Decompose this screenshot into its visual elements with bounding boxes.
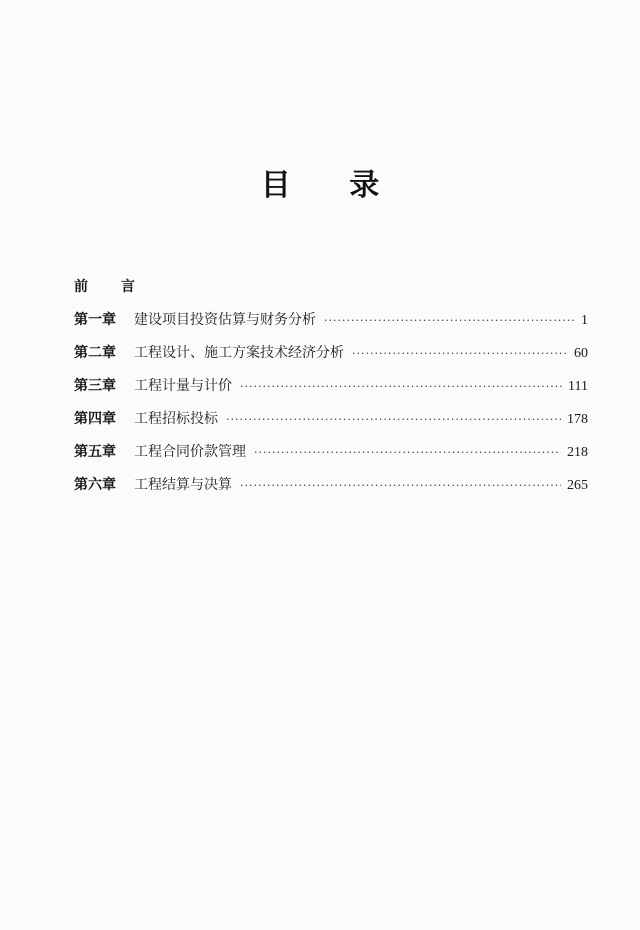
table-of-contents: [74, 276, 588, 507]
chapter-title: 建设项目投资估算与财务分析: [134, 312, 316, 328]
page-number: 111: [568, 379, 588, 394]
chapter-number: 第二章: [74, 345, 116, 361]
toc-row-chapter-1: [74, 309, 588, 342]
chapter-number: 第五章: [74, 444, 116, 460]
toc-row-chapter-3: [74, 375, 588, 408]
chapter-title: 工程计量与计价: [134, 378, 232, 394]
page-number: 178: [567, 412, 588, 427]
dot-leader: [352, 347, 568, 360]
dot-leader: [240, 380, 562, 393]
toc-preface-row: [74, 276, 588, 309]
chapter-number: 第三章: [74, 378, 116, 394]
chapter-title: 工程设计、施工方案技术经济分析: [134, 345, 344, 361]
chapter-number: 第四章: [74, 411, 116, 427]
chapter-title: 工程结算与决算: [134, 477, 232, 493]
page-title: 目 录: [260, 168, 404, 203]
toc-row-chapter-4: [74, 408, 588, 441]
page-number: 1: [581, 313, 588, 328]
chapter-number: 第一章: [74, 312, 116, 328]
chapter-title: 工程招标投标: [134, 411, 218, 427]
toc-row-chapter-5: [74, 441, 588, 474]
page-number: 218: [567, 445, 588, 460]
preface-heading: 前 言: [74, 279, 149, 295]
page-number: 60: [574, 346, 588, 361]
page-number: 265: [567, 478, 588, 493]
chapter-number: 第六章: [74, 477, 116, 493]
dot-leader: [324, 314, 575, 327]
dot-leader: [240, 479, 561, 492]
dot-leader: [254, 446, 561, 459]
toc-row-chapter-6: [74, 474, 588, 507]
chapter-title: 工程合同价款管理: [134, 444, 246, 460]
dot-leader: [226, 413, 561, 426]
toc-row-chapter-2: [74, 342, 588, 375]
